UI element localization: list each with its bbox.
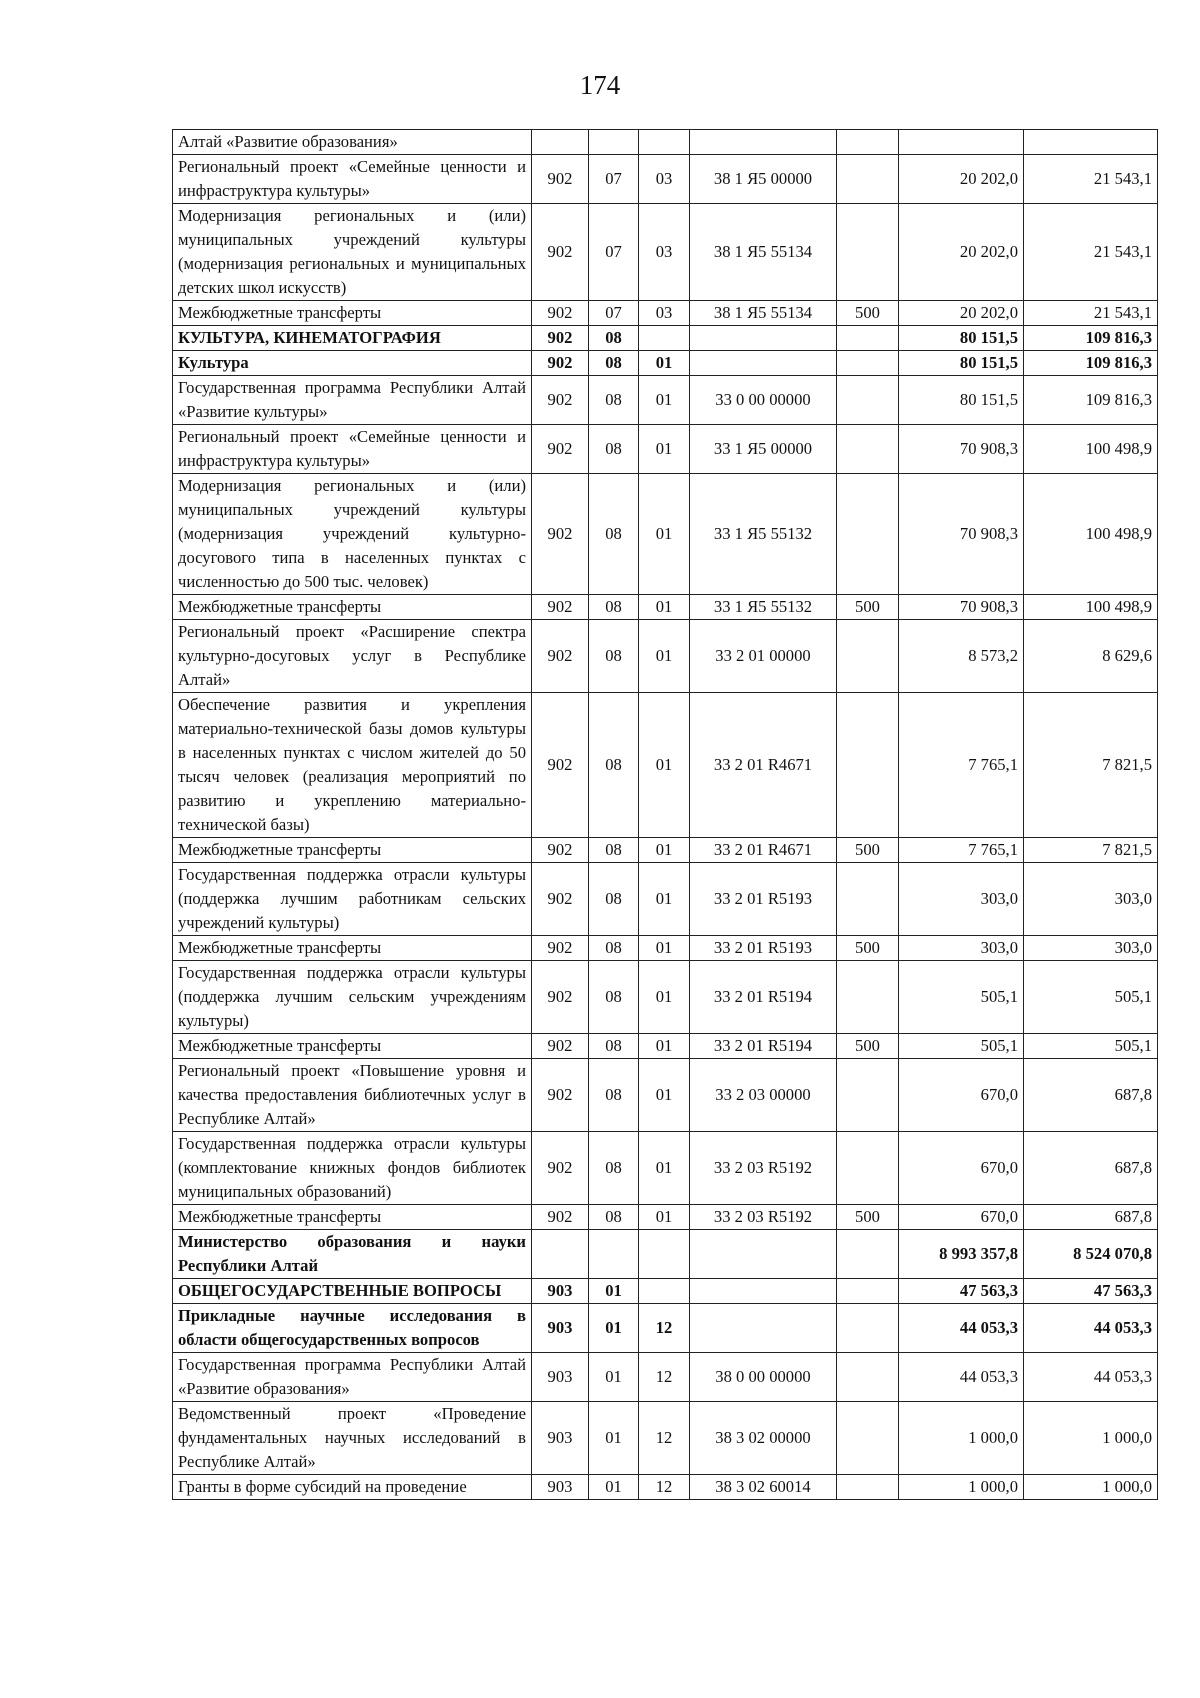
cell-expense-type [837, 1132, 899, 1205]
cell-section: 01 [589, 1304, 639, 1353]
cell-expense-type [837, 425, 899, 474]
cell-target-article [690, 351, 837, 376]
table-row [173, 425, 1158, 474]
cell-amount-2: 1 000,0 [1024, 1402, 1158, 1475]
cell-grbs [532, 1230, 589, 1279]
cell-subsection: 12 [639, 1304, 690, 1353]
cell-target-article: 33 2 01 00000 [690, 620, 837, 693]
cell-amount-2: 687,8 [1024, 1059, 1158, 1132]
cell-expense-type [837, 326, 899, 351]
cell-amount-1: 670,0 [899, 1132, 1024, 1205]
cell-amount-2: 21 543,1 [1024, 155, 1158, 204]
cell-name: Алтай «Развитие образования» [173, 130, 532, 155]
cell-amount-2: 505,1 [1024, 1034, 1158, 1059]
cell-amount-2: 109 816,3 [1024, 376, 1158, 425]
cell-grbs: 902 [532, 326, 589, 351]
table-row [173, 1475, 1158, 1500]
cell-amount-2: 7 821,5 [1024, 838, 1158, 863]
cell-expense-type: 500 [837, 1205, 899, 1230]
cell-amount-1: 70 908,3 [899, 595, 1024, 620]
cell-grbs: 902 [532, 595, 589, 620]
cell-subsection: 01 [639, 693, 690, 838]
table-row [173, 351, 1158, 376]
cell-target-article: 33 2 01 R4671 [690, 693, 837, 838]
budget-table [172, 129, 1158, 1500]
cell-amount-2: 8 524 070,8 [1024, 1230, 1158, 1279]
cell-grbs: 902 [532, 301, 589, 326]
cell-target-article: 33 2 01 R5194 [690, 961, 837, 1034]
cell-amount-2: 303,0 [1024, 936, 1158, 961]
cell-subsection: 01 [639, 474, 690, 595]
cell-amount-1: 70 908,3 [899, 474, 1024, 595]
cell-target-article [690, 1304, 837, 1353]
cell-amount-2: 109 816,3 [1024, 351, 1158, 376]
cell-name: ОБЩЕГОСУДАРСТВЕННЫЕ ВОПРОСЫ [173, 1279, 532, 1304]
cell-amount-2: 303,0 [1024, 863, 1158, 936]
cell-expense-type [837, 1059, 899, 1132]
cell-grbs: 903 [532, 1402, 589, 1475]
cell-amount-2: 21 543,1 [1024, 204, 1158, 301]
cell-expense-type [837, 620, 899, 693]
cell-name: Региональный проект «Семейные ценности и инфраструктура культуры» [173, 425, 532, 474]
table-row [173, 1402, 1158, 1475]
cell-grbs: 902 [532, 474, 589, 595]
cell-amount-2: 1 000,0 [1024, 1475, 1158, 1500]
cell-subsection: 01 [639, 1059, 690, 1132]
cell-section: 08 [589, 1132, 639, 1205]
cell-name: Межбюджетные трансферты [173, 1205, 532, 1230]
cell-amount-1: 670,0 [899, 1059, 1024, 1132]
cell-amount-1: 1 000,0 [899, 1402, 1024, 1475]
table-row [173, 1230, 1158, 1279]
cell-section: 08 [589, 838, 639, 863]
cell-target-article: 33 2 03 R5192 [690, 1132, 837, 1205]
cell-expense-type [837, 204, 899, 301]
cell-name: Культура [173, 351, 532, 376]
cell-expense-type [837, 376, 899, 425]
table-body [173, 130, 1158, 1500]
cell-name: Межбюджетные трансферты [173, 838, 532, 863]
cell-subsection: 12 [639, 1475, 690, 1500]
cell-name: Государственная поддержка отрасли культуры (поддержка лучшим работникам сельских учреждений культуры) [173, 863, 532, 936]
cell-grbs: 902 [532, 838, 589, 863]
cell-amount-2: 687,8 [1024, 1205, 1158, 1230]
cell-section: 01 [589, 1279, 639, 1304]
cell-subsection: 03 [639, 301, 690, 326]
cell-subsection: 01 [639, 376, 690, 425]
cell-name: КУЛЬТУРА, КИНЕМАТОГРАФИЯ [173, 326, 532, 351]
cell-amount-1: 8 573,2 [899, 620, 1024, 693]
cell-amount-2: 44 053,3 [1024, 1353, 1158, 1402]
cell-section: 01 [589, 1353, 639, 1402]
cell-section: 07 [589, 155, 639, 204]
table-row [173, 1059, 1158, 1132]
cell-target-article: 33 1 Я5 55132 [690, 595, 837, 620]
cell-name: Государственная программа Республики Алтай «Развитие культуры» [173, 376, 532, 425]
cell-grbs: 902 [532, 351, 589, 376]
cell-grbs: 902 [532, 863, 589, 936]
cell-amount-1: 505,1 [899, 961, 1024, 1034]
cell-target-article: 33 2 03 00000 [690, 1059, 837, 1132]
cell-amount-1: 80 151,5 [899, 351, 1024, 376]
cell-grbs: 902 [532, 936, 589, 961]
cell-section: 07 [589, 204, 639, 301]
cell-subsection: 01 [639, 961, 690, 1034]
table-row [173, 595, 1158, 620]
cell-amount-2: 47 563,3 [1024, 1279, 1158, 1304]
cell-amount-1: 7 765,1 [899, 693, 1024, 838]
cell-target-article: 33 2 01 R4671 [690, 838, 837, 863]
cell-amount-1: 1 000,0 [899, 1475, 1024, 1500]
cell-subsection: 01 [639, 838, 690, 863]
cell-expense-type: 500 [837, 838, 899, 863]
cell-section: 01 [589, 1475, 639, 1500]
cell-grbs: 902 [532, 1132, 589, 1205]
table-row [173, 936, 1158, 961]
cell-section: 08 [589, 1059, 639, 1132]
cell-subsection [639, 130, 690, 155]
cell-grbs: 902 [532, 1034, 589, 1059]
cell-subsection: 12 [639, 1353, 690, 1402]
cell-expense-type [837, 1353, 899, 1402]
cell-section: 08 [589, 376, 639, 425]
cell-name: Межбюджетные трансферты [173, 595, 532, 620]
cell-name: Межбюджетные трансферты [173, 936, 532, 961]
table-row [173, 204, 1158, 301]
cell-expense-type [837, 1230, 899, 1279]
cell-grbs: 902 [532, 1205, 589, 1230]
cell-name: Модернизация региональных и (или) муниципальных учреждений культуры (модернизация учреждений культурно-досугового типа в населенных пунктах с численностью до 500 тыс. человек) [173, 474, 532, 595]
cell-expense-type [837, 1475, 899, 1500]
cell-grbs: 902 [532, 620, 589, 693]
cell-grbs: 902 [532, 425, 589, 474]
cell-amount-1: 20 202,0 [899, 204, 1024, 301]
cell-amount-1: 670,0 [899, 1205, 1024, 1230]
cell-subsection: 12 [639, 1402, 690, 1475]
cell-target-article: 38 3 02 00000 [690, 1402, 837, 1475]
cell-amount-1: 20 202,0 [899, 301, 1024, 326]
cell-target-article: 33 2 01 R5193 [690, 863, 837, 936]
table-row [173, 620, 1158, 693]
cell-grbs: 903 [532, 1304, 589, 1353]
cell-expense-type [837, 474, 899, 595]
cell-amount-1: 7 765,1 [899, 838, 1024, 863]
cell-amount-1: 20 202,0 [899, 155, 1024, 204]
cell-subsection: 01 [639, 620, 690, 693]
cell-subsection: 01 [639, 863, 690, 936]
table-row [173, 301, 1158, 326]
cell-subsection: 01 [639, 936, 690, 961]
cell-amount-1 [899, 130, 1024, 155]
table-row [173, 1279, 1158, 1304]
cell-expense-type [837, 130, 899, 155]
table-row [173, 1205, 1158, 1230]
table-row [173, 130, 1158, 155]
page-number: 174 [579, 70, 621, 100]
cell-grbs: 902 [532, 693, 589, 838]
cell-amount-2: 8 629,6 [1024, 620, 1158, 693]
cell-subsection: 01 [639, 1034, 690, 1059]
cell-name: Модернизация региональных и (или) муниципальных учреждений культуры (модернизация региональных и муниципальных детских школ искусств) [173, 204, 532, 301]
cell-amount-1: 70 908,3 [899, 425, 1024, 474]
cell-subsection: 01 [639, 595, 690, 620]
table-row [173, 155, 1158, 204]
cell-grbs [532, 130, 589, 155]
cell-target-article [690, 1230, 837, 1279]
table-row [173, 376, 1158, 425]
cell-expense-type [837, 1304, 899, 1353]
table-row [173, 326, 1158, 351]
cell-grbs: 902 [532, 1059, 589, 1132]
cell-section: 08 [589, 961, 639, 1034]
cell-subsection: 01 [639, 425, 690, 474]
table-row [173, 1353, 1158, 1402]
cell-amount-2: 100 498,9 [1024, 595, 1158, 620]
cell-expense-type: 500 [837, 936, 899, 961]
cell-name: Государственная программа Республики Алтай «Развитие образования» [173, 1353, 532, 1402]
cell-section: 08 [589, 595, 639, 620]
table-row [173, 474, 1158, 595]
cell-amount-2: 44 053,3 [1024, 1304, 1158, 1353]
cell-section: 08 [589, 936, 639, 961]
cell-grbs: 902 [532, 204, 589, 301]
cell-subsection [639, 326, 690, 351]
cell-section: 08 [589, 326, 639, 351]
cell-target-article: 38 1 Я5 00000 [690, 155, 837, 204]
cell-subsection: 01 [639, 351, 690, 376]
cell-name: Ведомственный проект «Проведение фундаментальных научных исследований в Республике Алтай» [173, 1402, 532, 1475]
cell-section: 08 [589, 351, 639, 376]
cell-amount-1: 8 993 357,8 [899, 1230, 1024, 1279]
cell-section: 08 [589, 425, 639, 474]
cell-expense-type: 500 [837, 595, 899, 620]
cell-amount-2: 21 543,1 [1024, 301, 1158, 326]
cell-expense-type [837, 1402, 899, 1475]
cell-name: Региональный проект «Повышение уровня и качества предоставления библиотечных услуг в Республике Алтай» [173, 1059, 532, 1132]
cell-target-article [690, 1279, 837, 1304]
cell-name: Региональный проект «Семейные ценности и инфраструктура культуры» [173, 155, 532, 204]
cell-grbs: 903 [532, 1353, 589, 1402]
cell-section: 08 [589, 863, 639, 936]
cell-amount-2: 505,1 [1024, 961, 1158, 1034]
cell-amount-2 [1024, 130, 1158, 155]
cell-subsection [639, 1279, 690, 1304]
cell-name: Гранты в форме субсидий на проведение [173, 1475, 532, 1500]
cell-section: 07 [589, 301, 639, 326]
cell-name: Государственная поддержка отрасли культуры (поддержка лучшим сельским учреждениям культуры) [173, 961, 532, 1034]
cell-section: 08 [589, 620, 639, 693]
table-row [173, 838, 1158, 863]
cell-subsection: 03 [639, 155, 690, 204]
cell-subsection: 01 [639, 1132, 690, 1205]
cell-name: Региональный проект «Расширение спектра культурно-досуговых услуг в Республике Алтай» [173, 620, 532, 693]
cell-expense-type [837, 1279, 899, 1304]
cell-target-article: 33 2 03 R5192 [690, 1205, 837, 1230]
cell-grbs: 902 [532, 155, 589, 204]
cell-section: 08 [589, 1034, 639, 1059]
cell-expense-type [837, 961, 899, 1034]
cell-name: Министерство образования и науки Республики Алтай [173, 1230, 532, 1279]
cell-target-article: 38 1 Я5 55134 [690, 301, 837, 326]
cell-expense-type [837, 155, 899, 204]
cell-amount-1: 303,0 [899, 936, 1024, 961]
cell-name: Межбюджетные трансферты [173, 301, 532, 326]
cell-expense-type [837, 693, 899, 838]
cell-section: 01 [589, 1402, 639, 1475]
table-row [173, 1132, 1158, 1205]
table-row [173, 693, 1158, 838]
cell-amount-1: 44 053,3 [899, 1304, 1024, 1353]
cell-grbs: 902 [532, 961, 589, 1034]
cell-subsection: 01 [639, 1205, 690, 1230]
cell-subsection [639, 1230, 690, 1279]
cell-grbs: 903 [532, 1279, 589, 1304]
cell-target-article: 38 0 00 00000 [690, 1353, 837, 1402]
cell-amount-2: 100 498,9 [1024, 425, 1158, 474]
cell-expense-type [837, 351, 899, 376]
cell-name: Обеспечение развития и укрепления материально-технической базы домов культуры в населенных пунктах с числом жителей до 50 тысяч человек (реализация мероприятий по развитию и укреплению материально-технической базы) [173, 693, 532, 838]
cell-target-article: 33 1 Я5 55132 [690, 474, 837, 595]
cell-expense-type [837, 863, 899, 936]
cell-amount-1: 47 563,3 [899, 1279, 1024, 1304]
cell-target-article: 38 3 02 60014 [690, 1475, 837, 1500]
cell-section: 08 [589, 474, 639, 595]
cell-target-article [690, 326, 837, 351]
cell-name: Прикладные научные исследования в области общегосударственных вопросов [173, 1304, 532, 1353]
cell-grbs: 902 [532, 376, 589, 425]
cell-amount-1: 505,1 [899, 1034, 1024, 1059]
cell-target-article: 33 2 01 R5193 [690, 936, 837, 961]
cell-section [589, 1230, 639, 1279]
cell-amount-2: 100 498,9 [1024, 474, 1158, 595]
cell-amount-1: 44 053,3 [899, 1353, 1024, 1402]
cell-target-article: 33 2 01 R5194 [690, 1034, 837, 1059]
cell-name: Государственная поддержка отрасли культуры (комплектование книжных фондов библиотек муниципальных образований) [173, 1132, 532, 1205]
cell-expense-type: 500 [837, 301, 899, 326]
cell-target-article [690, 130, 837, 155]
cell-target-article: 33 0 00 00000 [690, 376, 837, 425]
table-row [173, 1034, 1158, 1059]
cell-section [589, 130, 639, 155]
cell-grbs: 903 [532, 1475, 589, 1500]
cell-amount-2: 7 821,5 [1024, 693, 1158, 838]
table-row [173, 961, 1158, 1034]
cell-section: 08 [589, 1205, 639, 1230]
cell-amount-2: 109 816,3 [1024, 326, 1158, 351]
cell-amount-1: 80 151,5 [899, 376, 1024, 425]
table-row [173, 1304, 1158, 1353]
table-row [173, 863, 1158, 936]
cell-section: 08 [589, 693, 639, 838]
cell-amount-2: 687,8 [1024, 1132, 1158, 1205]
cell-target-article: 38 1 Я5 55134 [690, 204, 837, 301]
cell-name: Межбюджетные трансферты [173, 1034, 532, 1059]
cell-expense-type: 500 [837, 1034, 899, 1059]
cell-subsection: 03 [639, 204, 690, 301]
cell-amount-1: 80 151,5 [899, 326, 1024, 351]
cell-amount-1: 303,0 [899, 863, 1024, 936]
cell-target-article: 33 1 Я5 00000 [690, 425, 837, 474]
